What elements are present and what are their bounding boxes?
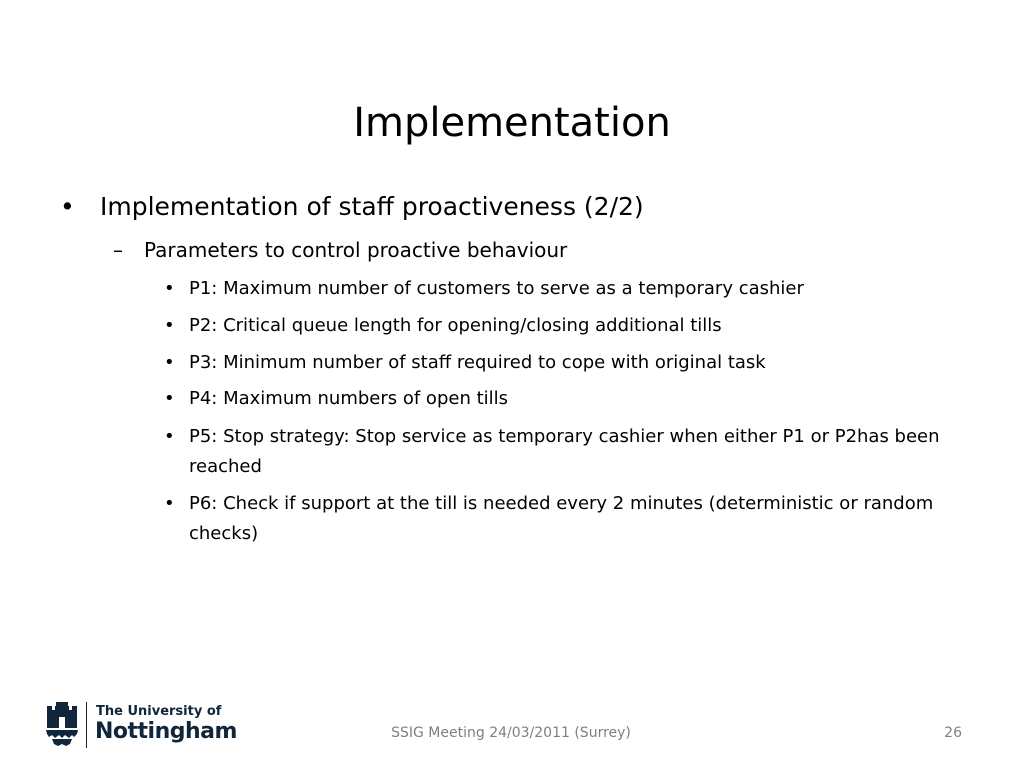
bullet-marker: • [164, 426, 175, 447]
slide-number: 26 [944, 725, 962, 741]
parameter-item-p2 [164, 311, 964, 341]
parameter-item-p5 [164, 422, 964, 482]
castle-crest-icon [44, 700, 80, 750]
bullet-marker: • [164, 278, 175, 299]
parameter-item-p6 [164, 489, 964, 549]
slide-title: Implementation [353, 99, 671, 146]
parameter-text: P6: Check if support at the till is needed every 2 minutes (deterministic or random checks) [189, 493, 934, 544]
bullet-marker: • [164, 493, 175, 514]
bullet-level1-text: Implementation of staff proactiveness (2/2) [100, 192, 644, 221]
bullet-level2 [113, 236, 567, 264]
dash-marker: – [113, 238, 123, 262]
university-logo [44, 700, 237, 752]
bullet-marker: • [60, 192, 75, 221]
parameter-item-p1 [164, 274, 964, 304]
parameter-text: P3: Minimum number of staff required to cope with original task [189, 352, 766, 373]
logo-nottingham-text: Nottingham [95, 719, 237, 744]
parameter-text: P1: Maximum number of customers to serve as a temporary cashier [189, 278, 804, 299]
bullet-level1 [60, 190, 644, 224]
parameter-text: P5: Stop strategy: Stop service as temporary cashier when either P1 or P2has been reached [189, 426, 940, 477]
logo-divider [86, 702, 87, 748]
parameter-item-p3 [164, 348, 964, 378]
footer-meeting: SSIG Meeting 24/03/2011 (Surrey) [391, 725, 631, 741]
bullet-marker: • [164, 315, 175, 336]
bullet-level2-text: Parameters to control proactive behaviour [144, 238, 568, 262]
logo-university-text: The University of [96, 704, 222, 719]
parameter-item-p4 [164, 384, 964, 414]
parameter-text: P4: Maximum numbers of open tills [189, 388, 509, 409]
parameter-text: P2: Critical queue length for opening/closing additional tills [189, 315, 722, 336]
bullet-marker: • [164, 388, 175, 409]
bullet-marker: • [164, 352, 175, 373]
